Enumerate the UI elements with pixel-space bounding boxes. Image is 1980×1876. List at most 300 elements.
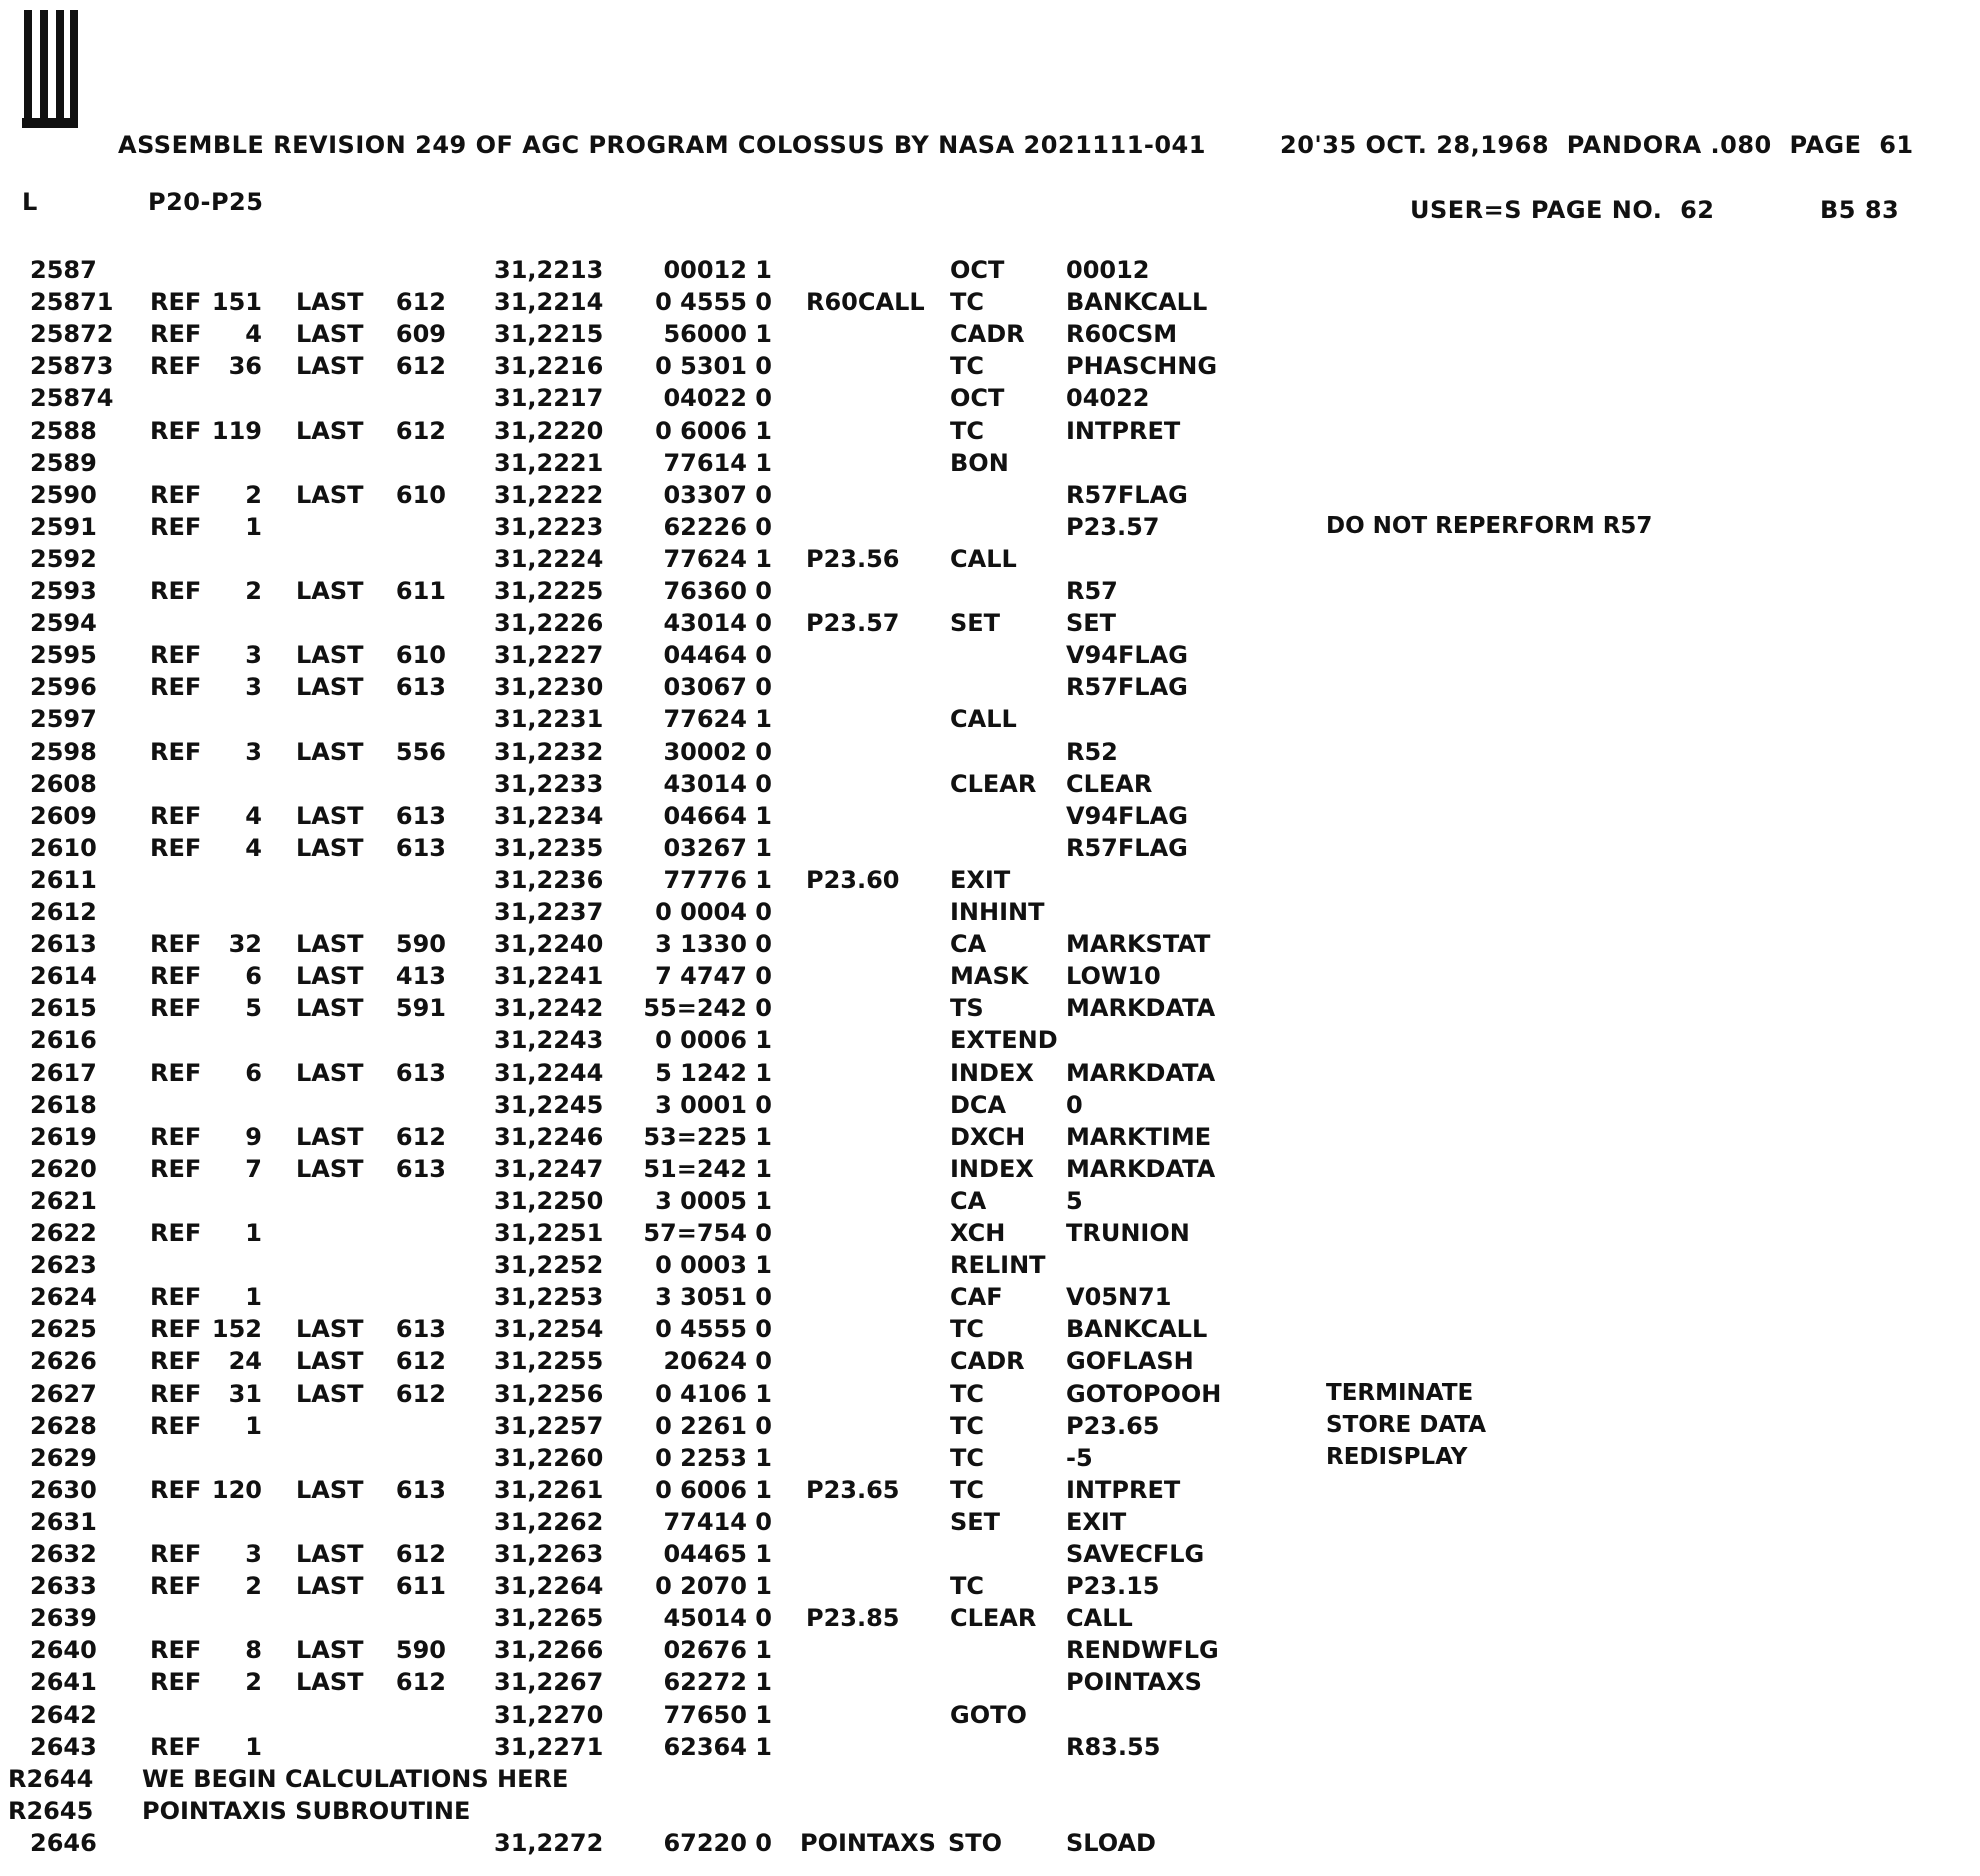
code-cell: 02676 1	[663, 1636, 772, 1664]
addr-cell: 31,2264	[494, 1572, 604, 1600]
op-cell: DCA	[950, 1091, 1007, 1119]
code-cell: 04664 1	[663, 802, 772, 830]
line-cell: 2615	[30, 994, 97, 1022]
last-cell: LAST	[296, 834, 364, 862]
op-cell: TC	[950, 1444, 984, 1472]
refno-cell: 1	[245, 1412, 262, 1440]
line-cell: 2592	[30, 545, 97, 573]
operand-cell: 5	[1066, 1187, 1083, 1215]
line-cell: 2640	[30, 1636, 97, 1664]
last-cell: LAST	[296, 1668, 364, 1696]
op-cell: SET	[950, 609, 1001, 637]
last-cell: LAST	[296, 1155, 364, 1183]
operand-cell: 0	[1066, 1091, 1083, 1119]
lastno-cell: 610	[395, 481, 446, 509]
line-cell: 2643	[30, 1733, 97, 1761]
refno-cell: 31	[228, 1380, 262, 1408]
lastno-cell: 612	[395, 1380, 446, 1408]
refno-cell: 2	[245, 1668, 262, 1696]
op-cell: CADR	[950, 1347, 1025, 1375]
op-cell: CLEAR	[950, 1604, 1037, 1632]
line-cell: 2623	[30, 1251, 97, 1279]
last-cell: LAST	[296, 1347, 364, 1375]
operand-cell: MARKDATA	[1066, 1059, 1216, 1087]
addr-cell: 31,2251	[494, 1219, 604, 1247]
operand-cell: INTPRET	[1066, 417, 1181, 445]
listing-type-letter: L	[22, 188, 38, 216]
refno-cell: 151	[211, 288, 262, 316]
last-cell: LAST	[296, 641, 364, 669]
line-cell: 2596	[30, 673, 97, 701]
op-cell: GOTO	[950, 1701, 1027, 1729]
logo-base	[22, 118, 78, 128]
code-cell: 0 4106 1	[655, 1380, 772, 1408]
addr-cell: 31,2255	[494, 1347, 604, 1375]
code-cell: 51=242 1	[643, 1155, 772, 1183]
op-cell: CAF	[950, 1283, 1003, 1311]
lastno-cell: 611	[395, 1572, 446, 1600]
code-cell: 03307 0	[663, 481, 772, 509]
assembly-header: ASSEMBLE REVISION 249 OF AGC PROGRAM COLOSSUS BY NASA 2021111-041	[118, 131, 1206, 159]
comment-cell: REDISPLAY	[1326, 1444, 1468, 1470]
op-cell: INHINT	[950, 898, 1045, 926]
ref-cell: REF	[150, 673, 202, 701]
refno-cell: 32	[228, 930, 262, 958]
addr-cell: 31,2266	[494, 1636, 604, 1664]
code-cell: 04465 1	[663, 1540, 772, 1568]
operand-cell: MARKSTAT	[1066, 930, 1211, 958]
lastno-cell: 590	[395, 1636, 446, 1664]
ref-cell: REF	[150, 738, 202, 766]
last-cell: LAST	[296, 1572, 364, 1600]
last-cell: LAST	[296, 288, 364, 316]
operand-cell: 00012	[1066, 256, 1150, 284]
ref-cell: REF	[150, 1412, 202, 1440]
operand-cell: POINTAXS	[1066, 1668, 1202, 1696]
comment-cell: DO NOT REPERFORM R57	[1326, 513, 1653, 539]
code-cell: 5 1242 1	[655, 1059, 772, 1087]
lastno-cell: 612	[395, 1540, 446, 1568]
last-cell: LAST	[296, 1380, 364, 1408]
addr-cell: 31,2214	[494, 288, 604, 316]
code-cell: 20624 0	[663, 1347, 772, 1375]
line-cell: 2613	[30, 930, 97, 958]
operand-cell: GOFLASH	[1066, 1347, 1194, 1375]
operand-cell: R60CSM	[1066, 320, 1178, 348]
addr-cell: 31,2220	[494, 417, 604, 445]
lastno-cell: 612	[395, 288, 446, 316]
line-cell: 2630	[30, 1476, 97, 1504]
op-cell: OCT	[950, 384, 1005, 412]
code-cell: 0 6006 1	[655, 417, 772, 445]
addr-cell: 31,2233	[494, 770, 604, 798]
operand-cell: BANKCALL	[1066, 1315, 1208, 1343]
addr-cell: 31,2215	[494, 320, 604, 348]
refno-cell: 24	[228, 1347, 262, 1375]
line-cell: 2589	[30, 449, 97, 477]
lastno-cell: 610	[395, 641, 446, 669]
lastno-cell: 590	[395, 930, 446, 958]
addr-cell: 31,2216	[494, 352, 604, 380]
ref-cell: REF	[150, 834, 202, 862]
line-cell: 2626	[30, 1347, 97, 1375]
ref-cell: REF	[150, 288, 202, 316]
last-cell: LAST	[296, 994, 364, 1022]
addr-cell: 31,2224	[494, 545, 604, 573]
op-cell: CALL	[950, 545, 1017, 573]
refno-cell: 2	[245, 481, 262, 509]
addr-cell: 31,2272	[494, 1829, 604, 1857]
addr-cell: 31,2223	[494, 513, 604, 541]
refno-cell: 9	[245, 1123, 262, 1151]
line-cell: 2617	[30, 1059, 97, 1087]
op-cell: MASK	[950, 962, 1029, 990]
ref-cell: REF	[150, 1636, 202, 1664]
code-cell: 67220 0	[663, 1829, 772, 1857]
code-cell: 03067 0	[663, 673, 772, 701]
code-cell: 0 2070 1	[655, 1572, 772, 1600]
ref-cell: REF	[150, 1733, 202, 1761]
op-cell: TC	[950, 417, 984, 445]
code-cell: 0 4555 0	[655, 288, 772, 316]
addr-cell: 31,2271	[494, 1733, 604, 1761]
refno-cell: 119	[211, 417, 262, 445]
last-cell: LAST	[296, 738, 364, 766]
addr-cell: 31,2221	[494, 449, 604, 477]
code-cell: 77624 1	[663, 705, 772, 733]
operand-cell: BANKCALL	[1066, 288, 1208, 316]
lastno-cell: 613	[395, 802, 446, 830]
line-cell: 2612	[30, 898, 97, 926]
ref-cell: REF	[150, 1668, 202, 1696]
ref-cell: REF	[150, 1059, 202, 1087]
addr-cell: 31,2242	[494, 994, 604, 1022]
operand-cell: GOTOPOOH	[1066, 1380, 1222, 1408]
line-cell: 2616	[30, 1026, 97, 1054]
addr-cell: 31,2234	[494, 802, 604, 830]
refno-cell: 1	[245, 513, 262, 541]
last-cell: LAST	[296, 352, 364, 380]
refno-cell: 3	[245, 673, 262, 701]
code-cell: 53=225 1	[643, 1123, 772, 1151]
code-cell: 0 5301 0	[655, 352, 772, 380]
label-cell: R60CALL	[806, 288, 925, 316]
ref-cell: REF	[150, 1315, 202, 1343]
op-cell: TC	[950, 1315, 984, 1343]
ref-cell: REF	[150, 962, 202, 990]
last-cell: LAST	[296, 1540, 364, 1568]
addr-cell: 31,2253	[494, 1283, 604, 1311]
last-cell: LAST	[296, 1476, 364, 1504]
op-cell: TC	[950, 1380, 984, 1408]
lastno-cell: 611	[395, 577, 446, 605]
addr-cell: 31,2261	[494, 1476, 604, 1504]
ref-cell: REF	[150, 1380, 202, 1408]
lastno-cell: 613	[395, 1476, 446, 1504]
op-cell: TC	[950, 288, 984, 316]
ref-cell: REF	[150, 513, 202, 541]
lastno-cell: 613	[395, 1315, 446, 1343]
lastno-cell: 612	[395, 1668, 446, 1696]
operand-cell: TRUNION	[1066, 1219, 1190, 1247]
lastno-cell: 556	[395, 738, 446, 766]
ref-cell: REF	[150, 1283, 202, 1311]
logo-bar	[24, 10, 32, 126]
addr-cell: 31,2230	[494, 673, 604, 701]
operand-cell: -5	[1066, 1444, 1093, 1472]
line-cell: 2618	[30, 1091, 97, 1119]
operand-cell: R52	[1066, 738, 1118, 766]
refno-cell: 1	[245, 1219, 262, 1247]
addr-cell: 31,2235	[494, 834, 604, 862]
op-cell: EXIT	[950, 866, 1011, 894]
line-cell: 2646	[30, 1829, 97, 1857]
last-cell: LAST	[296, 1123, 364, 1151]
addr-cell: 31,2267	[494, 1668, 604, 1696]
line-cell: 25874	[30, 384, 114, 412]
line-cell: 2609	[30, 802, 97, 830]
op-cell: INDEX	[950, 1059, 1034, 1087]
remark-text-cell: WE BEGIN CALCULATIONS HERE	[142, 1765, 569, 1793]
operand-cell: EXIT	[1066, 1508, 1127, 1536]
line-cell: 2598	[30, 738, 97, 766]
addr-cell: 31,2252	[494, 1251, 604, 1279]
code-cell: 0 4555 0	[655, 1315, 772, 1343]
ref-cell: REF	[150, 320, 202, 348]
comment-cell: STORE DATA	[1326, 1412, 1487, 1438]
ref-cell: REF	[150, 1540, 202, 1568]
addr-cell: 31,2237	[494, 898, 604, 926]
operand-cell: LOW10	[1066, 962, 1161, 990]
code-cell: 62364 1	[663, 1733, 772, 1761]
logo-bar	[40, 10, 48, 126]
addr-cell: 31,2244	[494, 1059, 604, 1087]
op-cell: TC	[950, 352, 984, 380]
line-cell: 2639	[30, 1604, 97, 1632]
code-cell: 04464 0	[663, 641, 772, 669]
code-cell: 0 2261 0	[655, 1412, 772, 1440]
line-cell: 25872	[30, 320, 114, 348]
op-cell: TC	[950, 1572, 984, 1600]
op-cell: CALL	[950, 705, 1017, 733]
line-cell: 2587	[30, 256, 97, 284]
code-cell: 0 6006 1	[655, 1476, 772, 1504]
operand-cell: 04022	[1066, 384, 1150, 412]
op-cell: XCH	[950, 1219, 1006, 1247]
operand-cell: MARKDATA	[1066, 994, 1216, 1022]
op-cell: DXCH	[950, 1123, 1026, 1151]
operand-cell: MARKDATA	[1066, 1155, 1216, 1183]
op-cell: TS	[950, 994, 984, 1022]
line-cell: 2628	[30, 1412, 97, 1440]
operand-cell: V94FLAG	[1066, 802, 1188, 830]
code-cell: 77776 1	[663, 866, 772, 894]
line-cell: 2614	[30, 962, 97, 990]
line-cell: 25873	[30, 352, 114, 380]
code-cell: 7 4747 0	[655, 962, 772, 990]
refno-cell: 6	[245, 1059, 262, 1087]
code-cell: 43014 0	[663, 609, 772, 637]
ref-cell: REF	[150, 641, 202, 669]
addr-cell: 31,2247	[494, 1155, 604, 1183]
code-cell: 03267 1	[663, 834, 772, 862]
lastno-cell: 612	[395, 1347, 446, 1375]
operand-cell: RENDWFLG	[1066, 1636, 1219, 1664]
line-cell: 2595	[30, 641, 97, 669]
addr-cell: 31,2260	[494, 1444, 604, 1472]
refno-cell: 3	[245, 641, 262, 669]
code-cell: 62272 1	[663, 1668, 772, 1696]
code-cell: 57=754 0	[643, 1219, 772, 1247]
line-cell: 2608	[30, 770, 97, 798]
op-cell: CA	[950, 930, 987, 958]
code-cell: 0 2253 1	[655, 1444, 772, 1472]
logo-bar	[70, 10, 78, 126]
lastno-cell: 613	[395, 673, 446, 701]
line-cell: 2611	[30, 866, 97, 894]
addr-cell: 31,2241	[494, 962, 604, 990]
ref-cell: REF	[150, 352, 202, 380]
line-cell: 2594	[30, 609, 97, 637]
addr-cell: 31,2250	[494, 1187, 604, 1215]
last-cell: LAST	[296, 930, 364, 958]
ref-cell: REF	[150, 481, 202, 509]
ref-cell: REF	[150, 417, 202, 445]
operand-cell: V94FLAG	[1066, 641, 1188, 669]
addr-cell: 31,2217	[494, 384, 604, 412]
addr-cell: 31,2243	[494, 1026, 604, 1054]
operand-cell: R57	[1066, 577, 1118, 605]
lastno-cell: 413	[395, 962, 446, 990]
refno-cell: 6	[245, 962, 262, 990]
code-cell: 30002 0	[663, 738, 772, 766]
op-cell: OCT	[950, 256, 1005, 284]
code-cell: 04022 0	[663, 384, 772, 412]
operand-cell: SET	[1066, 609, 1117, 637]
lastno-cell: 609	[395, 320, 446, 348]
operand-cell: P23.57	[1066, 513, 1160, 541]
addr-cell: 31,2225	[494, 577, 604, 605]
code-cell: 00012 1	[663, 256, 772, 284]
lastno-cell: 612	[395, 417, 446, 445]
user-page-number: USER=S PAGE NO. 62	[1410, 196, 1715, 224]
ref-cell: REF	[150, 1347, 202, 1375]
last-cell: LAST	[296, 1059, 364, 1087]
comment-cell: TERMINATE	[1326, 1380, 1474, 1406]
code-cell: 0 0006 1	[655, 1026, 772, 1054]
operand-cell: V05N71	[1066, 1283, 1172, 1311]
addr-cell: 31,2265	[494, 1604, 604, 1632]
line-cell: 2620	[30, 1155, 97, 1183]
lastno-cell: 612	[395, 352, 446, 380]
line-cell: 2633	[30, 1572, 97, 1600]
label-cell: P23.60	[806, 866, 900, 894]
addr-cell: 31,2245	[494, 1091, 604, 1119]
operand-cell: SAVECFLG	[1066, 1540, 1205, 1568]
code-cell: 55=242 0	[643, 994, 772, 1022]
refno-cell: 7	[245, 1155, 262, 1183]
refno-cell: 36	[228, 352, 262, 380]
line-cell: 2625	[30, 1315, 97, 1343]
line-cell: 2590	[30, 481, 97, 509]
op-cell: INDEX	[950, 1155, 1034, 1183]
code-cell: 77614 1	[663, 449, 772, 477]
code-cell: 76360 0	[663, 577, 772, 605]
operand-cell: P23.15	[1066, 1572, 1160, 1600]
op-cell: BON	[950, 449, 1009, 477]
lastno-cell: 612	[395, 1123, 446, 1151]
addr-cell: 31,2231	[494, 705, 604, 733]
op-cell: CLEAR	[950, 770, 1037, 798]
refno-cell: 3	[245, 1540, 262, 1568]
label-cell: P23.56	[806, 545, 900, 573]
label-cell: POINTAXS	[800, 1829, 936, 1857]
op-cell: STO	[948, 1829, 1003, 1857]
logo-bar	[56, 10, 64, 126]
code-cell: 3 0005 1	[655, 1187, 772, 1215]
lastno-cell: 613	[395, 1059, 446, 1087]
lastno-cell: 591	[395, 994, 446, 1022]
refno-cell: 5	[245, 994, 262, 1022]
addr-cell: 31,2222	[494, 481, 604, 509]
op-cell: CA	[950, 1187, 987, 1215]
code-cell: 56000 1	[663, 320, 772, 348]
ref-cell: REF	[150, 930, 202, 958]
last-cell: LAST	[296, 320, 364, 348]
line-cell: 25871	[30, 288, 114, 316]
line-cell: 2619	[30, 1123, 97, 1151]
remark-line-cell: R2645	[8, 1797, 94, 1825]
refno-cell: 152	[211, 1315, 262, 1343]
addr-cell: 31,2240	[494, 930, 604, 958]
refno-cell: 1	[245, 1733, 262, 1761]
op-cell: RELINT	[950, 1251, 1046, 1279]
section-title: P20-P25	[148, 188, 264, 216]
addr-cell: 31,2256	[494, 1380, 604, 1408]
line-cell: 2631	[30, 1508, 97, 1536]
refno-cell: 4	[245, 834, 262, 862]
op-cell: EXTEND	[950, 1026, 1058, 1054]
refno-cell: 4	[245, 320, 262, 348]
line-cell: 2593	[30, 577, 97, 605]
lastno-cell: 613	[395, 1155, 446, 1183]
addr-cell: 31,2236	[494, 866, 604, 894]
line-cell: 2632	[30, 1540, 97, 1568]
addr-cell: 31,2257	[494, 1412, 604, 1440]
refno-cell: 8	[245, 1636, 262, 1664]
code-cell: 43014 0	[663, 770, 772, 798]
code-cell: 3 1330 0	[655, 930, 772, 958]
last-cell: LAST	[296, 962, 364, 990]
operand-cell: R83.55	[1066, 1733, 1161, 1761]
code-cell: 62226 0	[663, 513, 772, 541]
addr-cell: 31,2227	[494, 641, 604, 669]
code-cell: 77414 0	[663, 1508, 772, 1536]
ref-cell: REF	[150, 802, 202, 830]
remark-line-cell: R2644	[8, 1765, 94, 1793]
line-cell: 2624	[30, 1283, 97, 1311]
addr-cell: 31,2262	[494, 1508, 604, 1536]
ref-cell: REF	[150, 577, 202, 605]
operand-cell: CALL	[1066, 1604, 1133, 1632]
ref-cell: REF	[150, 994, 202, 1022]
addr-cell: 31,2270	[494, 1701, 604, 1729]
code-cell: 3 0001 0	[655, 1091, 772, 1119]
addr-cell: 31,2226	[494, 609, 604, 637]
line-cell: 2597	[30, 705, 97, 733]
operand-cell: INTPRET	[1066, 1476, 1181, 1504]
op-cell: TC	[950, 1412, 984, 1440]
